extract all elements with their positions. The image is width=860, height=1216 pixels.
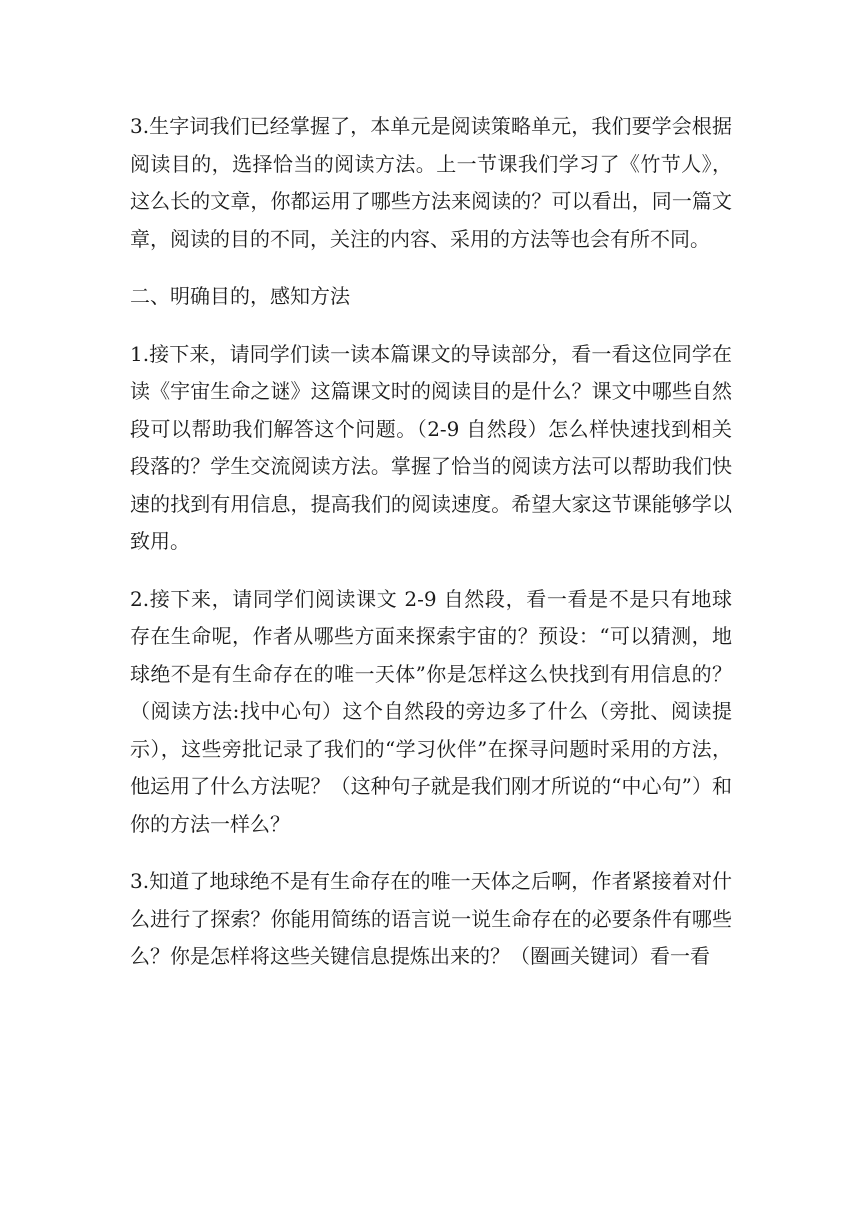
paragraph-step-1: 1.接下来，请同学们读一读本篇课文的导读部分，看一看这位同学在读《宇宙生命之谜》这篇课文时的阅读目的是什么？课文中哪些自然段可以帮助我们解答这个问题。（2-9 自然段）怎么样快速找到相关段落的？学生交流阅读方法。掌握了恰当的阅读方法可以帮助我们快速的找到有用信息，提高我们的阅读速度。希望大家这节课能够学以致用。 — [130, 341, 732, 553]
paragraph-step-3: 3.知道了地球绝不是有生命存在的唯一天体之后啊，作者紧接着对什么进行了探索？你能用简练的语言说一说生命存在的必要条件有哪些么？你是怎样将这些关键信息提炼出来的？（圈画关键词）看一看 — [130, 869, 732, 968]
paragraph-step-2: 2.接下来，请同学们阅读课文 2-9 自然段，看一看是不是只有地球存在生命呢，作者从哪些方面来探索宇宙的？预设：“可以猜测，地球绝不是有生命存在的唯一天体”你是怎样这么快找到有用信息的？（阅读方法:找中心句）这个自然段的旁边多了什么（旁批、阅读提示），这些旁批记录了我们的“学习伙伴”在探寻问题时采用的方法，他运用了什么方法呢？（这种句子就是我们刚才所说的“中心句”）和你的方法一样么？ — [130, 586, 732, 836]
section-heading: 二、明确目的，感知方法 — [130, 284, 350, 308]
document-body — [130, 108, 732, 996]
paragraph-step-3-intro: 3.生字词我们已经掌握了，本单元是阅读策略单元，我们要学会根据阅读目的，选择恰当的阅读方法。上一节课我们学习了《竹节人》，这么长的文章，你都运用了哪些方法来阅读的？可以看出，同一篇文章，阅读的目的不同，关注的内容、采用的方法等也会有所不同。 — [130, 114, 732, 251]
